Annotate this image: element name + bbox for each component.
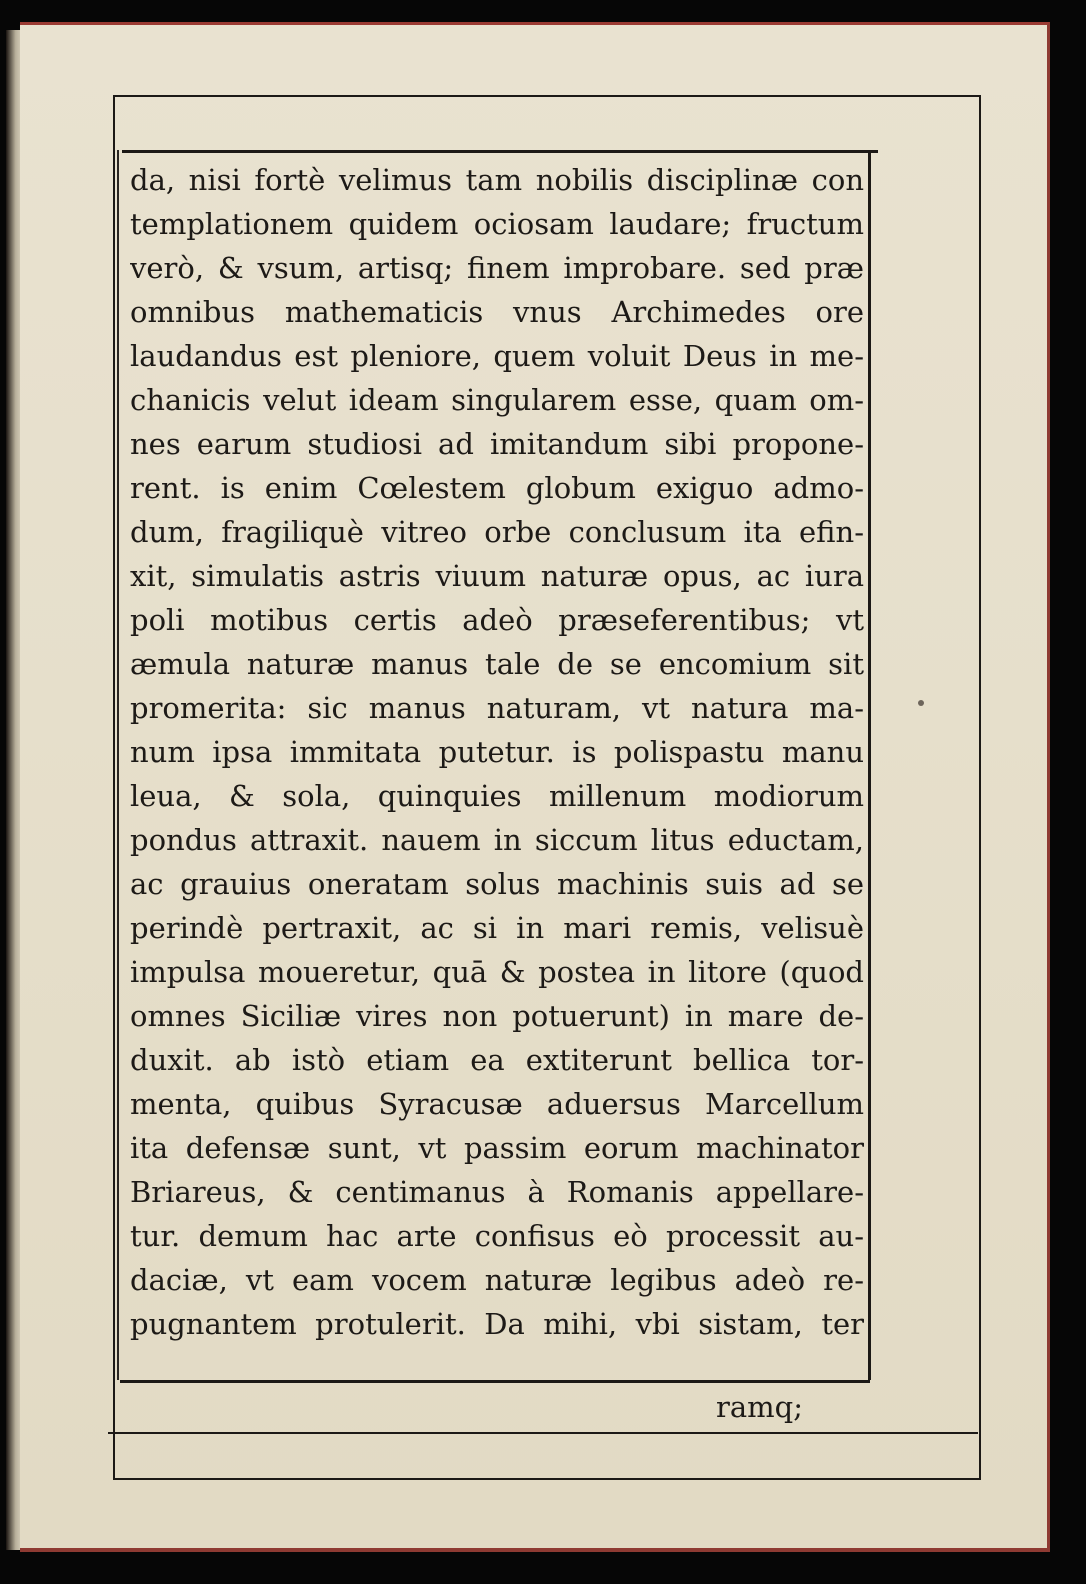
text-line: omnibus mathematicis vnus Archimedes ore: [130, 295, 864, 329]
text-line: æmula naturæ manus tale de se encomium sit: [130, 647, 864, 681]
text-line: laudandus est pleniore, quem voluit Deus in me-: [130, 339, 864, 373]
text-line: pugnantem protulerit. Da mihi, vbi sistam, ter: [130, 1307, 864, 1341]
text-line: Briareus, & centimanus à Romanis appellare-: [130, 1175, 864, 1209]
text-line: daciæ, vt eam vocem naturæ legibus adeò re-: [130, 1263, 864, 1297]
text-line: pondus attraxit. nauem in siccum litus eductam,: [130, 823, 864, 857]
paper-speck: [918, 700, 924, 706]
text-line: templationem quidem ociosam laudare; fructum: [130, 207, 864, 241]
text-line: ita defensæ sunt, vt passim eorum machinator: [130, 1131, 864, 1165]
text-line: omnes Siciliæ vires non potuerunt) in mare de-: [130, 999, 864, 1033]
text-line: perindè pertraxit, ac si in mari remis, velisuè: [130, 911, 864, 945]
catchword: ramq;: [716, 1390, 803, 1424]
text-line: dum, fragiliquè vitreo orbe conclusum ita efin-: [130, 515, 864, 549]
text-line: menta, quibus Syracusæ aduersus Marcellum: [130, 1087, 864, 1121]
inner-top-rule: [122, 150, 878, 153]
text-line: poli motibus certis adeò præseferentibus; vt: [130, 603, 864, 637]
text-line: rent. is enim Cœlestem globum exiguo admo-: [130, 471, 864, 505]
text-line: impulsa moueretur, quā & postea in litore (quod: [130, 955, 864, 989]
inner-left-rule: [117, 150, 119, 1380]
text-line: duxit. ab istò etiam ea extiterunt bellica tor-: [130, 1043, 864, 1077]
text-line: da, nisi fortè velimus tam nobilis disciplinæ con: [130, 163, 864, 197]
inner-bottom-rule: [120, 1380, 870, 1383]
body-text: [130, 158, 864, 1346]
inner-right-rule: [868, 150, 871, 1380]
text-line: num ipsa immitata putetur. is polispastu manu: [130, 735, 864, 769]
text-line: tur. demum hac arte confisus eò processit au-: [130, 1219, 864, 1253]
text-line: chanicis velut ideam singularem esse, quam om-: [130, 383, 864, 417]
text-line: promerita: sic manus naturam, vt natura ma-: [130, 691, 864, 725]
text-line: nes earum studiosi ad imitandum sibi propone-: [130, 427, 864, 461]
text-line: xit, simulatis astris viuum naturæ opus, ac iura: [130, 559, 864, 593]
text-line: leua, & sola, quinquies millenum modiorum: [130, 779, 864, 813]
outer-bottom-rule: [108, 1432, 978, 1434]
text-line: ac grauius oneratam solus machinis suis ad se: [130, 867, 864, 901]
text-line: verò, & vsum, artisq; finem improbare. sed præ: [130, 251, 864, 285]
